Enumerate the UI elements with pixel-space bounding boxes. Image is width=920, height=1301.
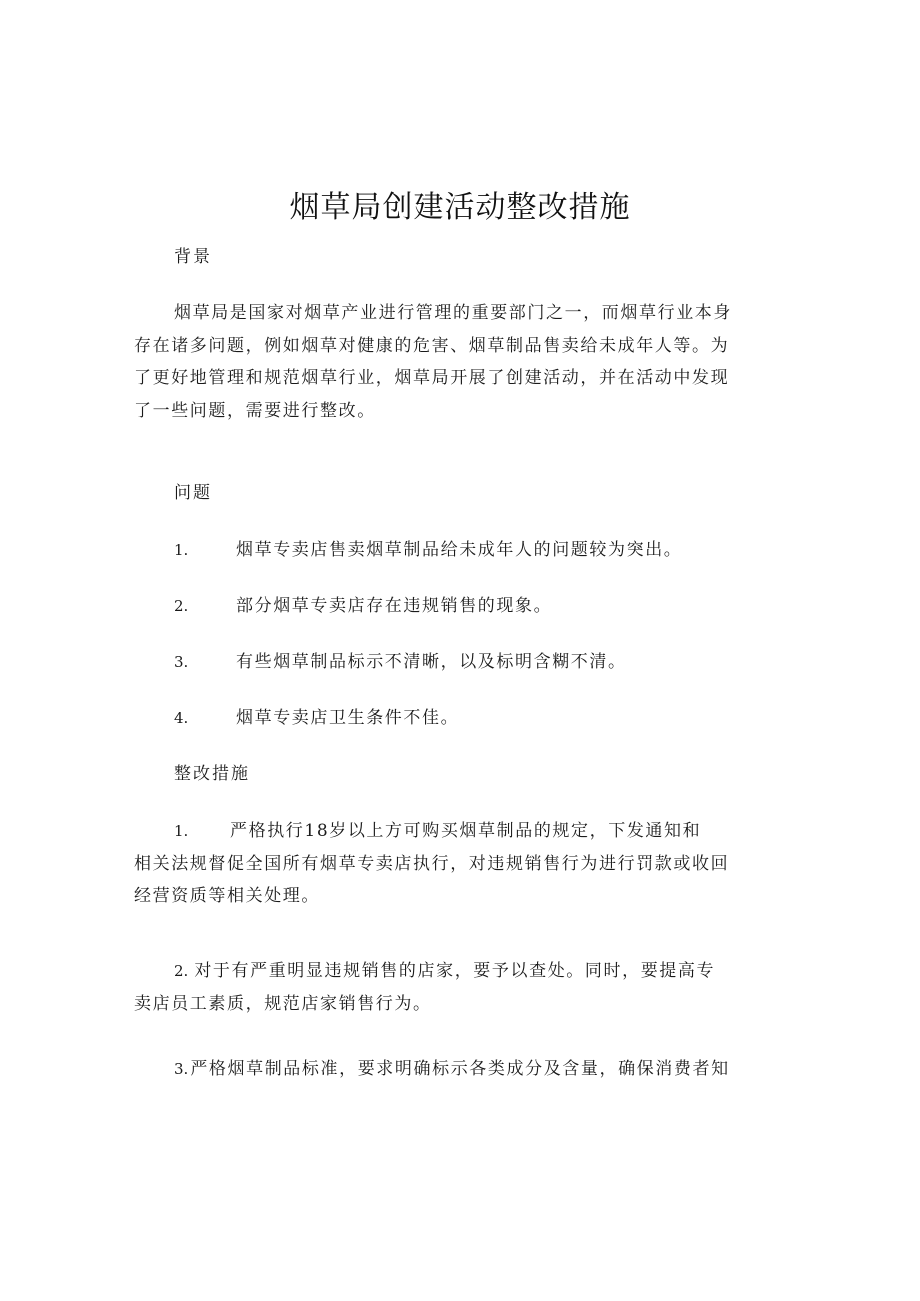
- measure-first-line: [134, 815, 780, 848]
- paragraph-line: 卖店员工素质，规范店家销售行为。: [134, 993, 432, 1014]
- list-item-text: 严格烟草制品标准，要求明确标示各类成分及含量，确保消费者知: [190, 1059, 730, 1079]
- list-number: 2.: [174, 597, 189, 615]
- list-item-text: 对于有严重明显违规销售的店家，要予以查处。同时，要提高专: [194, 961, 716, 981]
- list-item-text: 严格执行18岁以上方可购买烟草制品的规定，下发通知和: [230, 821, 702, 841]
- list-number: 2.: [174, 962, 189, 980]
- paragraph-line: 经营资质等相关处理。: [134, 886, 320, 906]
- list-number: 3.: [174, 1060, 189, 1078]
- page-title: 烟草局创建活动整改措施: [289, 190, 631, 225]
- paragraph-line: 了一些问题，需要进行整改。: [134, 400, 376, 421]
- measure-item: [134, 815, 780, 913]
- list-item-text: 部分烟草专卖店存在违规销售的现象。: [236, 596, 553, 616]
- paragraph-line: 烟草局是国家对烟草产业进行管理的重要部门之一，而烟草行业本身: [174, 303, 732, 323]
- measure-item: [134, 1053, 780, 1086]
- list-item-text: 烟草专卖店卫生条件不佳。: [236, 708, 460, 728]
- paragraph-line: 相关法规督促全国所有烟草专卖店执行，对违规销售行为进行罚款或收回: [134, 853, 730, 874]
- problem-item: [174, 647, 627, 677]
- background-paragraph: [134, 297, 780, 427]
- paragraph-line: 了更好地管理和规范烟草行业，烟草局开展了创建活动，并在活动中发现: [134, 368, 730, 388]
- list-item-text: 烟草专卖店售卖烟草制品给未成年人的问题较为突出。: [236, 540, 683, 560]
- problem-item: [174, 535, 682, 565]
- list-number: 1.: [174, 822, 189, 840]
- problem-item: [174, 703, 459, 733]
- list-number: 1.: [174, 541, 189, 559]
- list-number: 3.: [174, 653, 189, 671]
- measure-item: [134, 955, 780, 1020]
- problem-item: [174, 591, 552, 621]
- list-number: 4.: [174, 709, 189, 727]
- measure-first-line: [134, 955, 780, 988]
- measure-first-line: [134, 1053, 780, 1086]
- section-heading-measures: 整改措施: [174, 764, 250, 784]
- section-heading-problems: 问题: [174, 483, 212, 503]
- paragraph-line: 存在诸多问题，例如烟草对健康的危害、烟草制品售卖给未成年人等。为: [134, 335, 730, 356]
- section-heading-background: 背景: [174, 247, 212, 267]
- list-item-text: 有些烟草制品标示不清晰，以及标明含糊不清。: [236, 652, 627, 672]
